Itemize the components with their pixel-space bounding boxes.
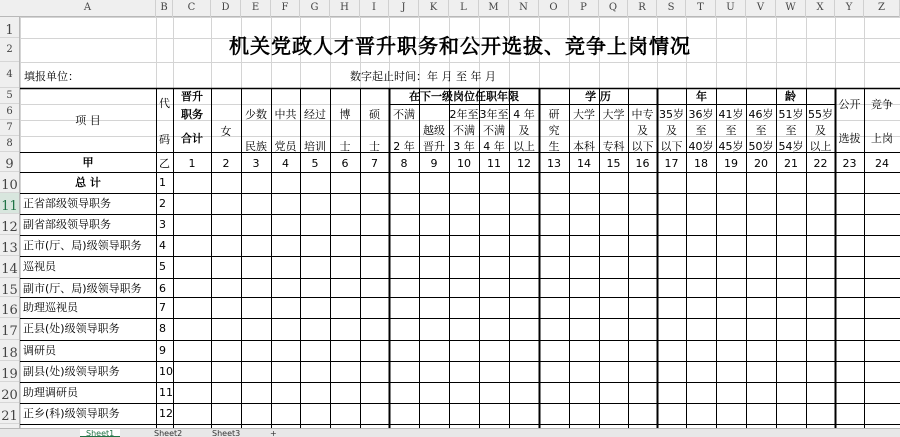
column-number: 21 — [784, 157, 798, 170]
header-age41-3: 45岁 — [718, 140, 744, 153]
row-code[interactable]: 6 — [159, 282, 166, 295]
header-ccp-2: 党员 — [274, 140, 297, 153]
sheet-tab-bar — [0, 428, 900, 437]
row-header-14[interactable]: 14 — [0, 256, 19, 278]
header-age46-2: 至 — [755, 124, 767, 137]
column-header-p[interactable]: P — [569, 0, 599, 17]
column-number: 5 — [311, 157, 319, 170]
column-number: 15 — [606, 157, 621, 170]
column-header-h[interactable]: H — [330, 0, 360, 17]
column-header-j[interactable]: J — [389, 0, 419, 17]
header-skip-1: 越级 — [423, 124, 445, 137]
header-trained-2: 培训 — [304, 140, 326, 153]
header-y4-2: 及 — [518, 124, 530, 137]
column-header-a[interactable]: A — [20, 0, 156, 17]
row-label[interactable]: 调研员 — [23, 344, 56, 357]
header-age-group-right: 龄 — [785, 90, 796, 103]
header-age51-1: 51岁 — [778, 108, 804, 121]
header-skip-2: 晋升 — [423, 140, 445, 153]
column-number: 6 — [341, 157, 349, 170]
column-number: 16 — [635, 157, 650, 170]
column-header-b[interactable]: B — [156, 0, 173, 17]
column-number: 22 — [813, 157, 828, 170]
row-header-20[interactable]: 20 — [0, 382, 19, 403]
column-header-n[interactable]: N — [509, 0, 539, 17]
header-compete-1: 竞争 — [871, 98, 893, 111]
header-y4-3: 以上 — [513, 140, 535, 153]
header-y2to3-1: 2年至 — [449, 108, 479, 121]
column-number: 2 — [222, 157, 230, 170]
header-y2to3-2: 不满 — [453, 124, 475, 137]
header-grad-2: 究 — [548, 124, 560, 137]
row-code[interactable]: 4 — [159, 239, 166, 252]
header-bach-2: 本科 — [573, 140, 595, 153]
column-number: 17 — [664, 157, 679, 170]
column-header-o[interactable]: O — [539, 0, 569, 17]
column-header-bar — [0, 0, 900, 17]
column-header-x[interactable]: X — [806, 0, 835, 17]
header-age55-1: 55岁 — [808, 108, 833, 121]
sheet-tab[interactable]: Sheet1 — [80, 429, 120, 437]
row-header-6[interactable]: 6 — [0, 104, 19, 120]
row-header-16[interactable]: 16 — [0, 297, 19, 318]
column-header-z[interactable]: Z — [864, 0, 900, 17]
header-promo-2: 职务 — [181, 108, 203, 121]
header-age55-3: 以上 — [809, 140, 832, 153]
column-number: 13 — [547, 157, 561, 170]
row-code[interactable]: 9 — [159, 344, 166, 357]
header-age41-1: 41岁 — [718, 108, 744, 121]
header-grad-1: 研 — [548, 108, 560, 121]
column-header-r[interactable]: R — [628, 0, 657, 17]
column-header-i[interactable]: I — [360, 0, 389, 17]
row-header-9[interactable]: 9 — [0, 152, 19, 172]
row-code[interactable]: 2 — [159, 197, 166, 210]
header-y4-1: 4 年 — [513, 108, 535, 121]
period-label: 数字起止时间：年 月 至 年 月 — [350, 70, 496, 83]
row-label[interactable]: 副市(厅、局)级领导职务 — [23, 282, 142, 295]
row-header-8[interactable]: 8 — [0, 136, 19, 152]
header-minority-2: 民族 — [245, 140, 267, 153]
header-open-1: 公开 — [838, 98, 861, 111]
row-code[interactable]: 10 — [159, 365, 173, 378]
row-header-bar — [0, 17, 20, 428]
header-minority-1: 少数 — [245, 108, 267, 121]
header-promo-1: 晋升 — [181, 90, 203, 103]
row-label[interactable]: 助理巡视员 — [23, 301, 78, 314]
header-female: 女 — [220, 125, 232, 138]
header-age36-3: 40岁 — [688, 140, 714, 153]
header-age35-2: 及 — [666, 124, 677, 137]
header-age41-2: 至 — [725, 124, 737, 137]
unit-label: 填报单位： — [24, 70, 79, 83]
header-master-2: 士 — [369, 140, 380, 153]
header-vocational-2: 及 — [637, 124, 648, 137]
header-phd-1: 博 — [339, 108, 351, 121]
row-label[interactable]: 正市(厅、局)级领导职务 — [23, 239, 142, 252]
column-number: 18 — [694, 157, 708, 170]
header-age51-2: 至 — [785, 124, 797, 137]
column-number: 4 — [282, 157, 289, 170]
column-header-f[interactable]: F — [271, 0, 300, 17]
column-number: 7 — [371, 157, 378, 170]
header-age46-1: 46岁 — [748, 108, 774, 121]
header-promo-3: 合计 — [181, 132, 203, 145]
row-header-7[interactable]: 7 — [0, 120, 19, 136]
row-code[interactable]: 12 — [159, 407, 173, 420]
row-label[interactable]: 副县(处)级领导职务 — [23, 365, 120, 378]
header-age55-2: 及 — [815, 124, 826, 137]
header-phd-2: 士 — [339, 140, 351, 153]
header-y2to3-3: 3 年 — [453, 140, 475, 153]
column-header-m[interactable]: M — [479, 0, 509, 17]
header-age-group-left: 年 — [696, 90, 707, 103]
sheet-tab[interactable]: Sheet2 — [154, 429, 183, 437]
column-number: 8 — [400, 157, 408, 170]
column-header-y[interactable]: Y — [835, 0, 864, 17]
row-header-1[interactable]: 1 — [0, 17, 19, 38]
header-lt2-2: 2 年 — [393, 140, 415, 153]
add-sheet-button[interactable]: + — [270, 429, 277, 437]
header-y3to4-3: 4 年 — [483, 140, 505, 153]
header-open-2: 选拔 — [838, 132, 861, 145]
row-header-15[interactable]: 15 — [0, 278, 19, 297]
row-header-11[interactable]: 11 — [0, 193, 19, 214]
column-number: 19 — [724, 157, 738, 170]
header-age35-1: 35岁 — [659, 108, 684, 121]
row-header-2[interactable]: 2 — [0, 38, 19, 62]
header-y3to4-1: 3年至 — [479, 108, 509, 121]
row-header-5[interactable]: 5 — [0, 88, 19, 104]
header-age36-1: 36岁 — [688, 108, 714, 121]
column-key-label: 甲 — [82, 156, 94, 169]
row-label[interactable]: 总 计 — [75, 176, 101, 189]
header-lt2-1: 不满 — [393, 108, 415, 121]
row-label[interactable]: 助理调研员 — [23, 386, 78, 399]
column-number: 11 — [487, 157, 501, 170]
header-grad-3: 生 — [548, 140, 560, 153]
column-header-d[interactable]: D — [211, 0, 241, 17]
column-header-g[interactable]: G — [300, 0, 330, 17]
header-bach-1: 大学 — [573, 108, 595, 121]
row-header-21[interactable]: 21 — [0, 403, 19, 424]
column-header-t[interactable]: T — [686, 0, 716, 17]
header-master-1: 硕 — [369, 108, 380, 121]
row-header-17[interactable]: 17 — [0, 318, 19, 340]
row-label[interactable]: 正县(处)级领导职务 — [23, 322, 120, 335]
row-code[interactable]: 7 — [159, 301, 166, 314]
column-header-v[interactable]: V — [746, 0, 776, 17]
column-header-k[interactable]: K — [419, 0, 449, 17]
column-number: 1 — [188, 157, 196, 170]
row-code[interactable]: 1 — [159, 176, 166, 189]
column-number: 24 — [875, 157, 889, 170]
row-code[interactable]: 3 — [159, 218, 166, 231]
row-header-19[interactable]: 19 — [0, 361, 19, 382]
header-trained-1: 经过 — [304, 108, 326, 121]
row-code[interactable]: 5 — [159, 260, 166, 273]
column-number: 3 — [252, 157, 260, 170]
row-header-13[interactable]: 13 — [0, 235, 19, 256]
row-header-12[interactable]: 12 — [0, 214, 19, 235]
column-header-c[interactable]: C — [173, 0, 211, 17]
column-key-code: 乙 — [159, 157, 170, 170]
header-assoc-1: 大学 — [602, 108, 625, 121]
column-header-s[interactable]: S — [657, 0, 686, 17]
row-label[interactable]: 副省部级领导职务 — [23, 218, 111, 231]
sheet-title: 机关党政人才晋升职务和公开选拔、竞争上岗情况 — [229, 34, 691, 58]
row-label[interactable]: 巡视员 — [23, 260, 56, 273]
header-vocational-3: 以下 — [631, 140, 654, 153]
header-age36-2: 至 — [695, 124, 707, 137]
column-header-u[interactable]: U — [716, 0, 746, 17]
header-compete-2: 上岗 — [871, 132, 893, 145]
row-header-18[interactable]: 18 — [0, 340, 19, 361]
header-tenure-group: 在下一级岗位任职年限 — [409, 90, 519, 103]
worksheet-grid[interactable] — [20, 17, 900, 428]
column-number: 14 — [577, 157, 591, 170]
sheet-tab[interactable]: Sheet3 — [212, 429, 241, 437]
header-age51-3: 54岁 — [778, 140, 804, 153]
header-code-top: 代 — [159, 97, 170, 110]
header-age46-3: 50岁 — [748, 140, 774, 153]
column-number: 10 — [457, 157, 471, 170]
column-header-e[interactable]: E — [241, 0, 271, 17]
header-y3to4-2: 不满 — [483, 124, 505, 137]
column-number: 12 — [517, 157, 531, 170]
row-label[interactable]: 正乡(科)级领导职务 — [23, 407, 120, 420]
column-number: 23 — [842, 157, 857, 170]
row-code[interactable]: 11 — [159, 386, 173, 399]
row-label[interactable]: 正省部级领导职务 — [23, 197, 111, 210]
column-number: 9 — [430, 157, 438, 170]
header-vocational-1: 中专 — [631, 108, 654, 121]
header-item: 项 目 — [75, 114, 101, 127]
column-header-q[interactable]: Q — [599, 0, 628, 17]
header-education-group: 学 历 — [585, 90, 611, 103]
header-assoc-2: 专科 — [602, 140, 625, 153]
header-age35-3: 以下 — [660, 140, 683, 153]
column-number: 20 — [754, 157, 768, 170]
header-ccp-1: 中共 — [274, 108, 297, 121]
row-code[interactable]: 8 — [159, 322, 166, 335]
row-header-4[interactable]: 4 — [0, 62, 19, 88]
column-header-w[interactable]: W — [776, 0, 806, 17]
header-code-bottom: 码 — [159, 133, 170, 146]
row-header-10[interactable]: 10 — [0, 172, 19, 193]
column-header-l[interactable]: L — [449, 0, 479, 17]
